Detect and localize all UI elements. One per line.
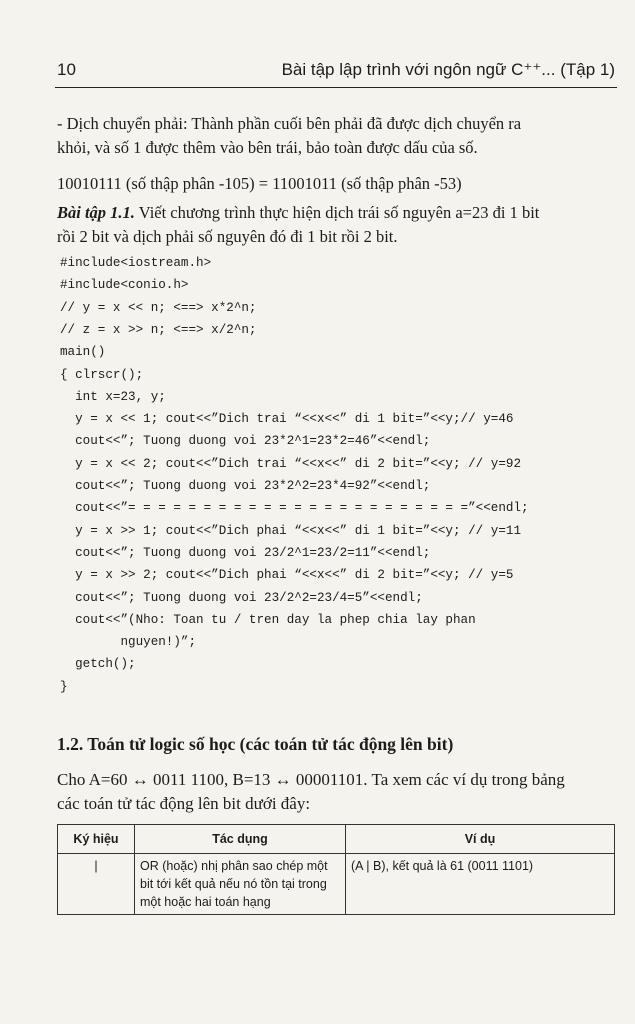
header-rule [55, 87, 617, 88]
code-line: #include<conio.h> [60, 278, 189, 293]
table-row [58, 854, 615, 915]
column-header: Ký hiệu [58, 825, 135, 854]
table-cell: OR (hoặc) nhị phân sao chép một bit tới kết quả nếu nó tồn tại trong một hoặc hai toán hạng [135, 854, 346, 915]
table-header-row [58, 825, 615, 854]
table-cell: (A | B), kết quả là 61 (0011 1101) [346, 854, 615, 915]
section-text: Cho A=60 ↔ 0011 1100, B=13 ↔ 00001101. Ta xem các ví dụ trong bảng [57, 770, 565, 789]
column-header: Tác dụng [135, 825, 346, 854]
code-line: cout<<”(Nho: Toan tu / tren day la phep chia lay phan [60, 612, 476, 627]
code-line: y = x << 1; cout<<”Dich trai “<<x<<” di 1 bit=”<<y;// y=46 [60, 412, 514, 427]
code-line: cout<<”; Tuong duong voi 23/2^2=23/4=5”<<endl; [60, 590, 423, 605]
column-header: Ví dụ [346, 825, 615, 854]
code-line: nguyen!)”; [60, 635, 197, 650]
table-cell: | [58, 854, 135, 915]
bitwise-operators-table [57, 824, 615, 915]
code-line: y = x >> 1; cout<<”Dich phai “<<x<<” di 1 bit=”<<y; // y=11 [60, 523, 522, 538]
exercise-line: rồi 2 bit và dịch phải số nguyên đó đi 1 bit rồi 2 bit. [57, 227, 398, 246]
code-line: cout<<”= = = = = = = = = = = = = = = = = = = = = = =”<<endl; [60, 501, 529, 516]
section-heading: 1.2. Toán tử logic số học (các toán tử tác động lên bit) [57, 734, 454, 754]
paragraph-line: 10010111 (số thập phân -105) = 11001011 (số thập phân -53) [57, 174, 462, 193]
code-line: { clrscr(); [60, 367, 144, 382]
code-line: #include<iostream.h> [60, 256, 212, 270]
code-line: y = x << 2; cout<<”Dich trai “<<x<<” di 2 bit=”<<y; // y=92 [60, 456, 522, 471]
code-line: // y = x << n; <==> x*2^n; [60, 300, 257, 315]
running-title: Bài tập lập trình với ngôn ngữ C⁺⁺... (Tập 1) [281, 60, 615, 79]
paragraph-line: - Dịch chuyển phải: Thành phần cuối bên phải đã được dịch chuyển ra [57, 114, 522, 133]
code-line: cout<<”; Tuong duong voi 23/2^1=23/2=11”<<endl; [60, 545, 431, 560]
section-text: các toán tử tác động lên bit dưới đây: [57, 794, 311, 813]
code-line: cout<<”; Tuong duong voi 23*2^1=23*2=46”<<endl; [60, 434, 431, 449]
code-line: int x=23, y; [60, 389, 166, 404]
code-line: cout<<”; Tuong duong voi 23*2^2=23*4=92”<<endl; [60, 479, 431, 493]
code-line: // z = x >> n; <==> x/2^n; [60, 322, 257, 337]
exercise-label: Bài tập 1.1. [57, 203, 135, 222]
code-line: y = x >> 2; cout<<”Dich phai “<<x<<” di 2 bit=”<<y; // y=5 [60, 568, 514, 583]
page-number: 10 [57, 60, 76, 79]
code-line: getch(); [60, 657, 136, 672]
exercise-line [57, 203, 539, 223]
paragraph-line: khỏi, và số 1 được thêm vào bên trái, bảo toàn được dấu của số. [57, 138, 478, 157]
code-line: } [60, 679, 68, 694]
exercise-text: Viết chương trình thực hiện dịch trái số nguyên a=23 đi 1 bit [134, 203, 540, 222]
code-line: main() [60, 345, 106, 360]
